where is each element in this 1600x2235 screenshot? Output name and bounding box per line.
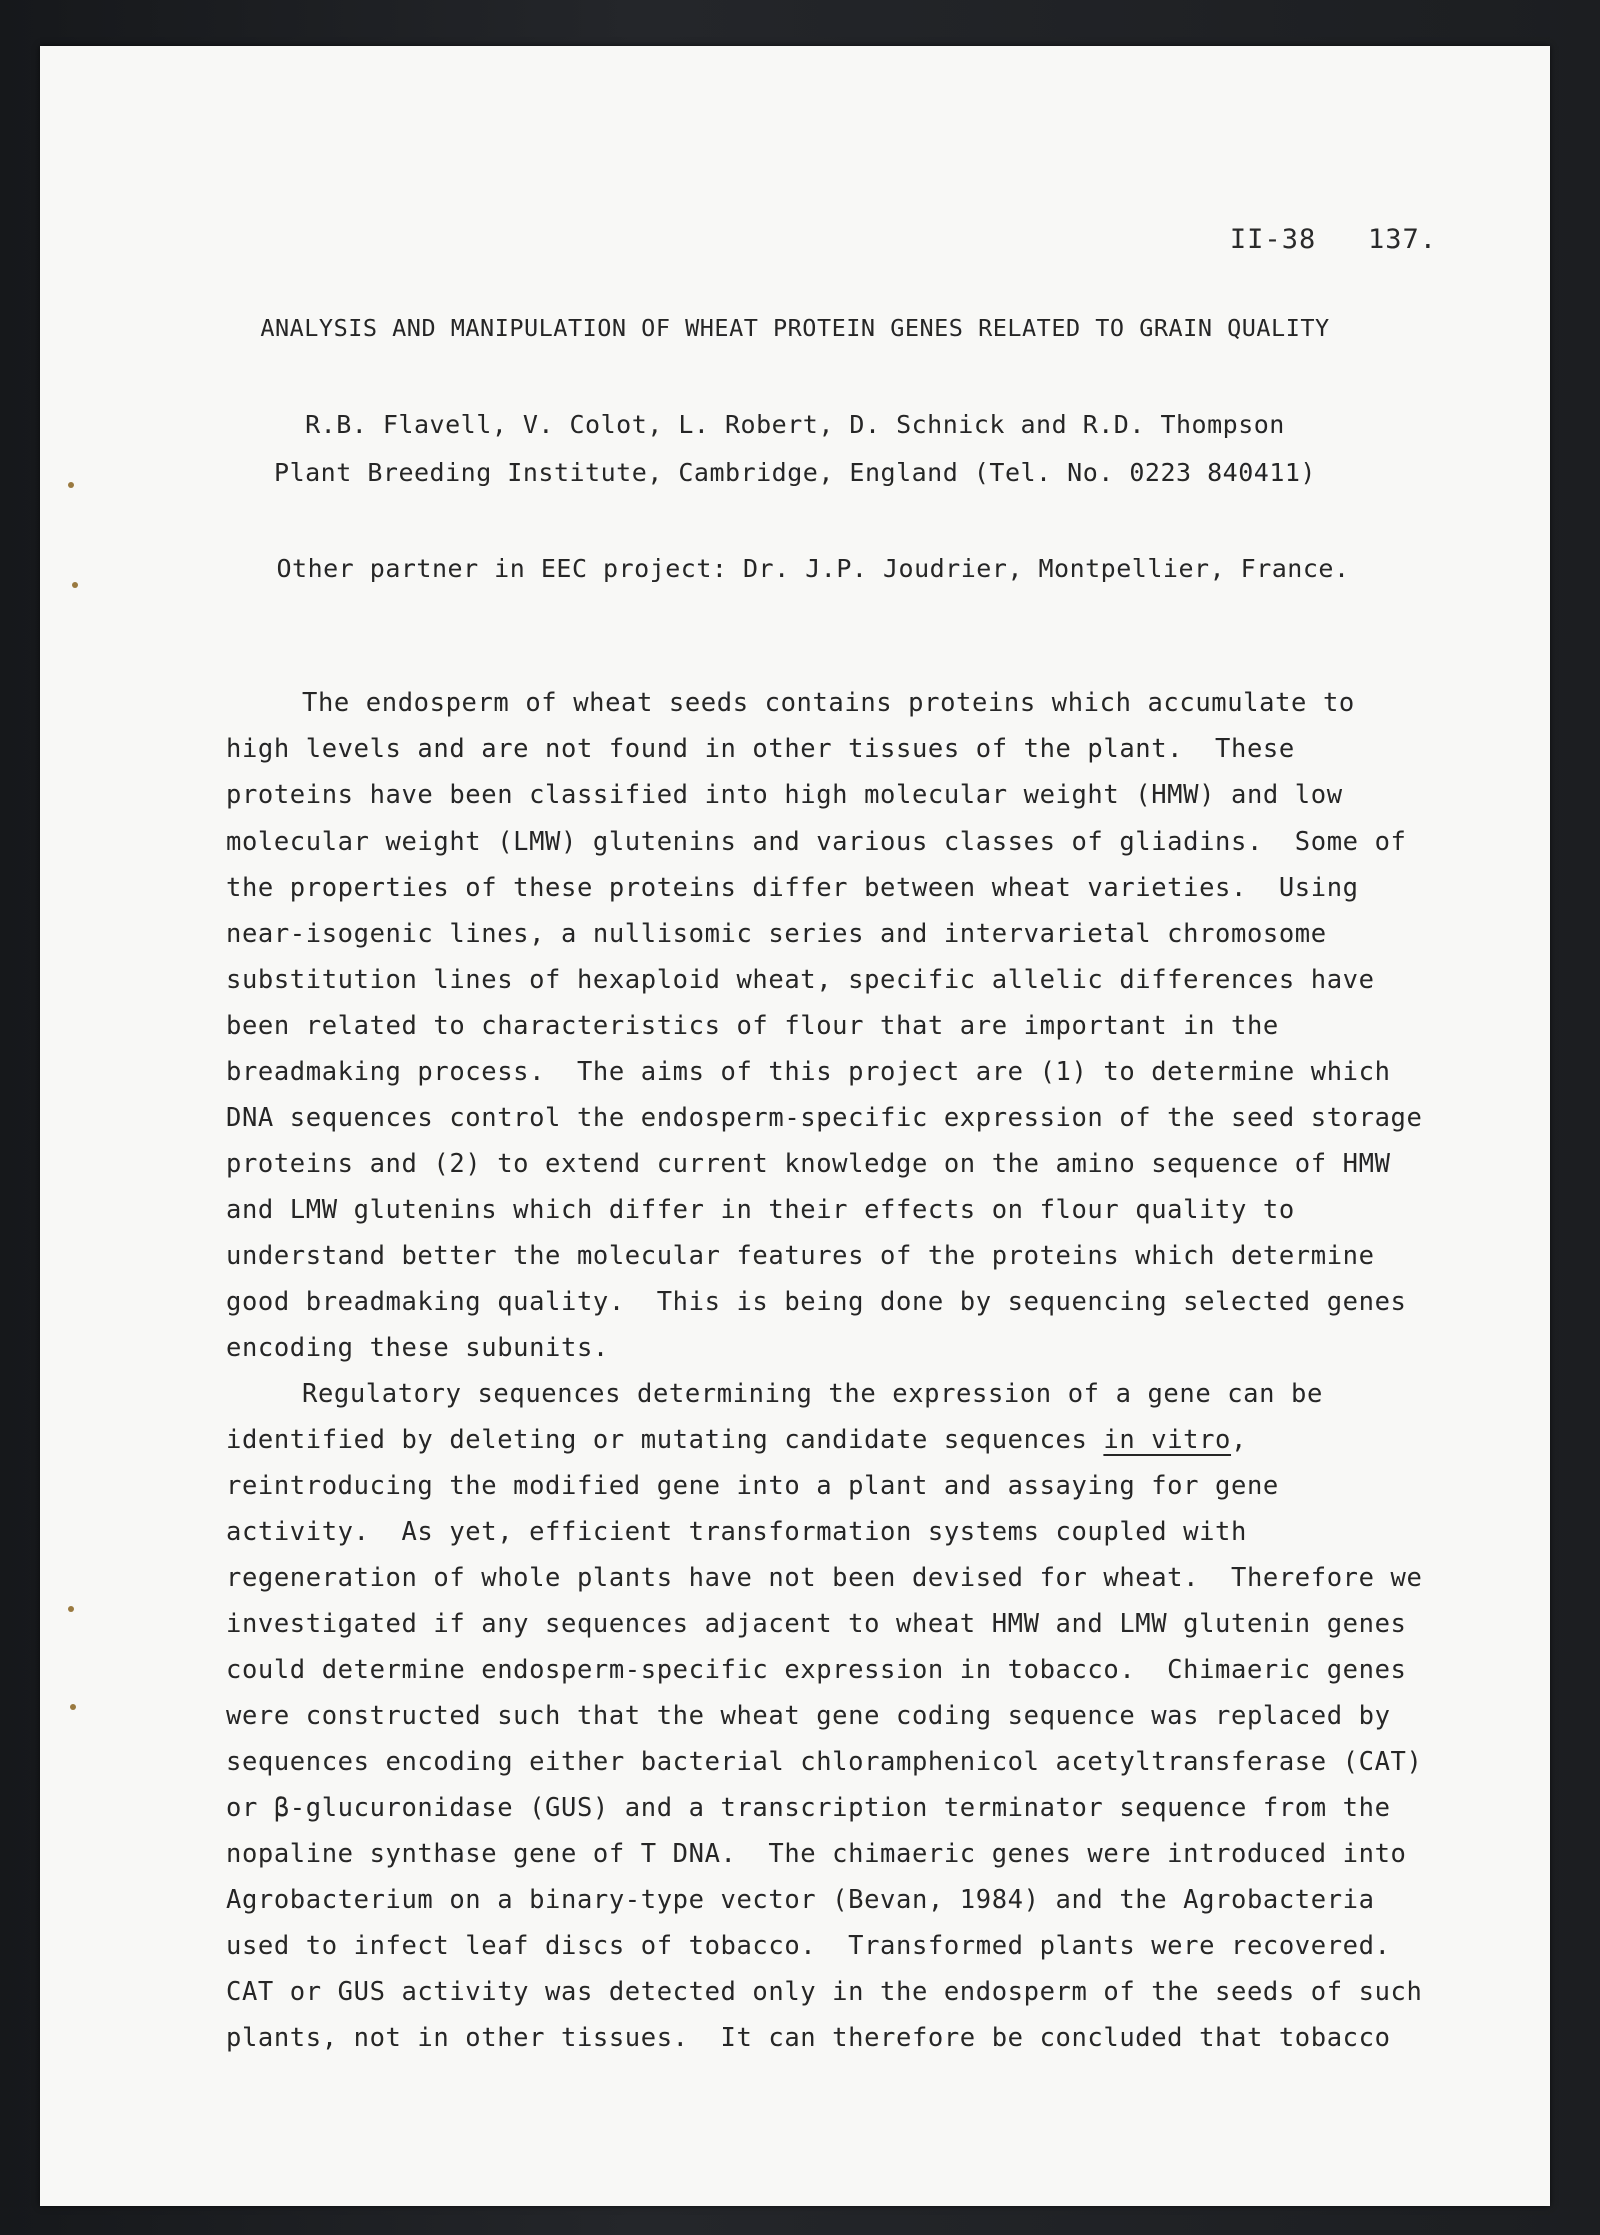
body-line: nopaline synthase gene of T DNA. The chimaeric genes were introduced into [226,1839,1407,1869]
underlined-term: in vitro [1103,1425,1232,1455]
body-line: DNA sequences control the endosperm-specific expression of the seed storage [226,1103,1423,1133]
body-line: CAT or GUS activity was detected only in the endosperm of the seeds of such [226,1977,1423,2007]
body-line: sequences encoding either bacterial chloramphenicol acetyltransferase (CAT) [226,1747,1423,1777]
body-line: used to infect leaf discs of tobacco. Transformed plants were recovered. [226,1931,1391,1961]
body-line: investigated if any sequences adjacent to wheat HMW and LMW glutenin genes [226,1609,1407,1639]
affiliation: Plant Breeding Institute, Cambridge, England (Tel. No. 0223 840411) [274,458,1316,487]
body-line: The endosperm of wheat seeds contains proteins which accumulate to [302,688,1355,718]
body-line: encoding these subunits. [226,1333,609,1363]
body-line: near-isogenic lines, a nullisomic series and intervarietal chromosome [226,919,1327,949]
body-line: breadmaking process. The aims of this project are (1) to determine which [226,1057,1391,1087]
punch-mark [72,582,78,588]
body-line: been related to characteristics of flour that are important in the [226,1011,1279,1041]
body-line: regeneration of whole plants have not been devised for wheat. Therefore we [226,1563,1423,1593]
body-line: good breadmaking quality. This is being done by sequencing selected genes [226,1287,1407,1317]
body-line-with-emphasis [226,1425,1247,1455]
body-line: Agrobacterium on a binary-type vector (Bevan, 1984) and the Agrobacteria [226,1885,1375,1915]
body-line: high levels and are not found in other tissues of the plant. These [226,734,1295,764]
body-line: reintroducing the modified gene into a plant and assaying for gene [226,1471,1279,1501]
punch-mark [68,482,74,488]
page-number: II-38 137. [1229,224,1437,255]
body-line: could determine endosperm-specific expression in tobacco. Chimaeric genes [226,1655,1407,1685]
eec-partner-line: Other partner in EEC project: Dr. J.P. Joudrier, Montpellier, France. [276,554,1350,583]
body-line: plants, not in other tissues. It can therefore be concluded that tobacco [226,2023,1391,2053]
body-line-start: identified by deleting or mutating candidate sequences [226,1425,1104,1455]
body-line-end: , [1231,1425,1247,1455]
body-line: molecular weight (LMW) glutenins and various classes of gliadins. Some of [226,827,1407,857]
body-line: or β-glucuronidase (GUS) and a transcription terminator sequence from the [226,1793,1391,1823]
body-line: proteins and (2) to extend current knowledge on the amino sequence of HMW [226,1149,1391,1179]
punch-mark [68,1606,74,1612]
document-title: ANALYSIS AND MANIPULATION OF WHEAT PROTEIN GENES RELATED TO GRAIN QUALITY [260,314,1330,342]
body-line: Regulatory sequences determining the expression of a gene can be [302,1379,1323,1409]
body-line: activity. As yet, efficient transformation systems coupled with [226,1517,1247,1547]
body-line: and LMW glutenins which differ in their effects on flour quality to [226,1195,1295,1225]
punch-mark [70,1704,76,1710]
body-line: the properties of these proteins differ between wheat varieties. Using [226,873,1359,903]
body-line: were constructed such that the wheat gene coding sequence was replaced by [226,1701,1391,1731]
authors: R.B. Flavell, V. Colot, L. Robert, D. Schnick and R.D. Thompson [305,410,1285,439]
document-page [40,46,1550,2206]
body-line: proteins have been classified into high molecular weight (HMW) and low [226,780,1343,810]
body-line: substitution lines of hexaploid wheat, specific allelic differences have [226,965,1375,995]
body-line: understand better the molecular features of the proteins which determine [226,1241,1375,1271]
